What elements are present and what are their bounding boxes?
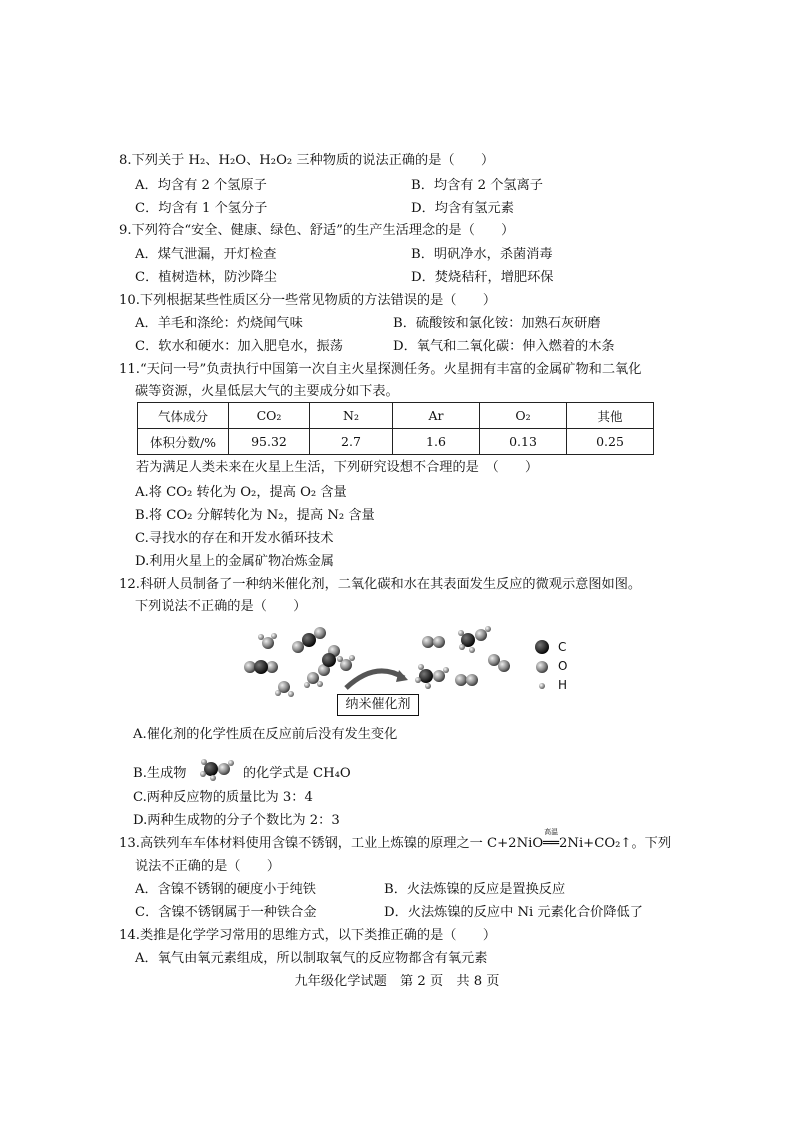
q9-option-b: B．明矾净水，杀菌消毒 (411, 247, 553, 262)
o2-molecule (422, 636, 445, 648)
table-cell: 体积分数/% (138, 429, 229, 455)
legend-carbon-atom (535, 640, 549, 654)
o2-molecule (455, 674, 478, 686)
page-footer: 九年级化学试题 第 2 页 共 8 页 (294, 974, 500, 989)
q12-option-b-suffix: 的化学式是 CH₄O (242, 766, 351, 781)
q11-option-d: D.利用火星上的金属矿物冶炼金属 (135, 554, 334, 569)
q13-stem-prefix: 13.高铁列车车体材料使用含镍不锈钢，工业上炼镍的原理之一 C+2NiO (119, 836, 544, 851)
q10-option-d: D．氧气和二氧化碳：伸入燃着的木条 (393, 339, 615, 354)
reaction-condition: 高温 (544, 828, 559, 836)
table-header-cell: Ar (393, 403, 480, 429)
q9-option-d: D．焚烧秸秆，增肥环保 (411, 270, 554, 285)
table-cell: 2.7 (310, 429, 393, 455)
q14-stem: 14.类推是化学学习常用的思维方式，以下类推正确的是（ ） (119, 928, 497, 943)
q13-stem-line2: 说法不正确的是（ ） (135, 859, 281, 874)
q12-option-c: C.两种反应物的质量比为 3：4 (133, 790, 313, 805)
legend-label-o: O (558, 659, 568, 673)
h2o-molecule (258, 633, 277, 649)
table-cell: 1.6 (393, 429, 480, 455)
q12-stem-line2: 下列说法不正确的是（ ） (135, 599, 307, 614)
mars-atmosphere-table (137, 402, 654, 455)
table-header-cell: 气体成分 (138, 403, 229, 429)
q8-option-d: D．均含有氢元素 (411, 201, 514, 216)
q10-option-a: A．羊毛和涤纶：灼烧闻气味 (135, 316, 303, 331)
q12-option-d: D.两种生成物的分子个数比为 2：3 (133, 813, 340, 828)
q14-option-a: A．氧气由氧元素组成，所以制取氧气的反应物都含有氧元素 (135, 951, 488, 966)
ch3oh-molecule (458, 626, 491, 653)
q9-option-c: C．植树造林，防沙降尘 (135, 270, 277, 285)
q8-option-a: A．均含有 2 个氢原子 (135, 178, 267, 193)
q13-option-b: B．火法炼镍的反应是置换反应 (384, 882, 566, 897)
q11-stem-line2: 碳等资源，火星低层大气的主要成分如下表。 (135, 384, 399, 399)
q11-stem-line1: 11.“天问一号”负责执行中国第一次自主火星探测任务。火星拥有丰富的金属矿物和二氧化 (119, 362, 642, 377)
q10-option-c: C．软水和硬水：加入肥皂水，振荡 (135, 339, 343, 354)
table-header-row (138, 403, 654, 429)
table-header-cell: 其他 (567, 403, 654, 429)
q8-option-c: C．均含有 1 个氢分子 (135, 201, 268, 216)
table-cell: 0.13 (480, 429, 567, 455)
q8-stem: 8.下列关于 H₂、H₂O、H₂O₂ 三种物质的说法正确的是（ ） (119, 153, 495, 168)
q13-stem-suffix: 2Ni+CO₂↑。下列 (559, 836, 672, 851)
h2o-molecule (275, 681, 294, 697)
table-header-cell: N₂ (310, 403, 393, 429)
legend-oxygen-atom (536, 661, 548, 673)
reaction-equals-sign: 高温 ══ (543, 828, 560, 851)
q8-option-b: B．均含有 2 个氢离子 (411, 178, 543, 193)
q12-option-a: A.催化剂的化学性质在反应前后没有发生变化 (133, 727, 398, 742)
ch3oh-molecule-icon (191, 756, 239, 782)
q11-sub-question: 若为满足人类未来在火星上生活，下列研究设想不合理的是 （ ） (136, 460, 539, 475)
legend-label-h: H (558, 678, 568, 692)
q9-stem: 9.下列符合“安全、健康、绿色、舒适”的生产生活理念的是（ ） (119, 223, 515, 238)
reaction-arrow (346, 671, 404, 688)
ch3oh-molecule (415, 664, 449, 689)
q13-stem-line1 (119, 828, 672, 853)
q13-option-c: C．含镍不锈钢属于一种铁合金 (135, 905, 317, 920)
q11-option-a: A.将 CO₂ 转化为 O₂，提高 O₂ 含量 (135, 485, 347, 500)
q10-option-b: B．硫酸铵和氯化铵：加熟石灰研磨 (393, 316, 601, 331)
q12-option-b-prefix: B.生成物 (133, 766, 187, 781)
table-cell: 0.25 (567, 429, 654, 455)
co2-molecule (292, 627, 326, 653)
o2-molecule (488, 654, 510, 672)
table-header-cell: O₂ (480, 403, 567, 429)
q12-stem-line1: 12.科研人员制备了一种纳米催化剂，二氧化碳和水在其表面发生反应的微观示意图如图。 (119, 577, 642, 592)
q11-option-b: B.将 CO₂ 分解转化为 N₂，提高 N₂ 含量 (135, 508, 375, 523)
co2-molecule (244, 660, 278, 674)
co2-molecule (318, 645, 340, 676)
q13-option-a: A．含镍不锈钢的硬度小于纯铁 (135, 882, 316, 897)
catalyst-label: 纳米催化剂 (337, 694, 419, 716)
q10-stem: 10.下列根据某些性质区分一些常见物质的方法错误的是（ ） (119, 293, 497, 308)
table-row (138, 429, 654, 455)
q12-option-b (133, 765, 351, 783)
q11-option-c: C.寻找水的存在和开发水循环技术 (135, 531, 334, 546)
table-cell: 95.32 (229, 429, 310, 455)
legend-hydrogen-atom (539, 683, 545, 689)
h2o-molecule (337, 655, 355, 671)
q13-option-d: D．火法炼镍的反应中 Ni 元素化合价降低了 (384, 905, 643, 920)
legend-label-c: C (558, 640, 567, 654)
q9-option-a: A．煤气泄漏，开灯检查 (135, 247, 277, 262)
table-header-cell: CO₂ (229, 403, 310, 429)
